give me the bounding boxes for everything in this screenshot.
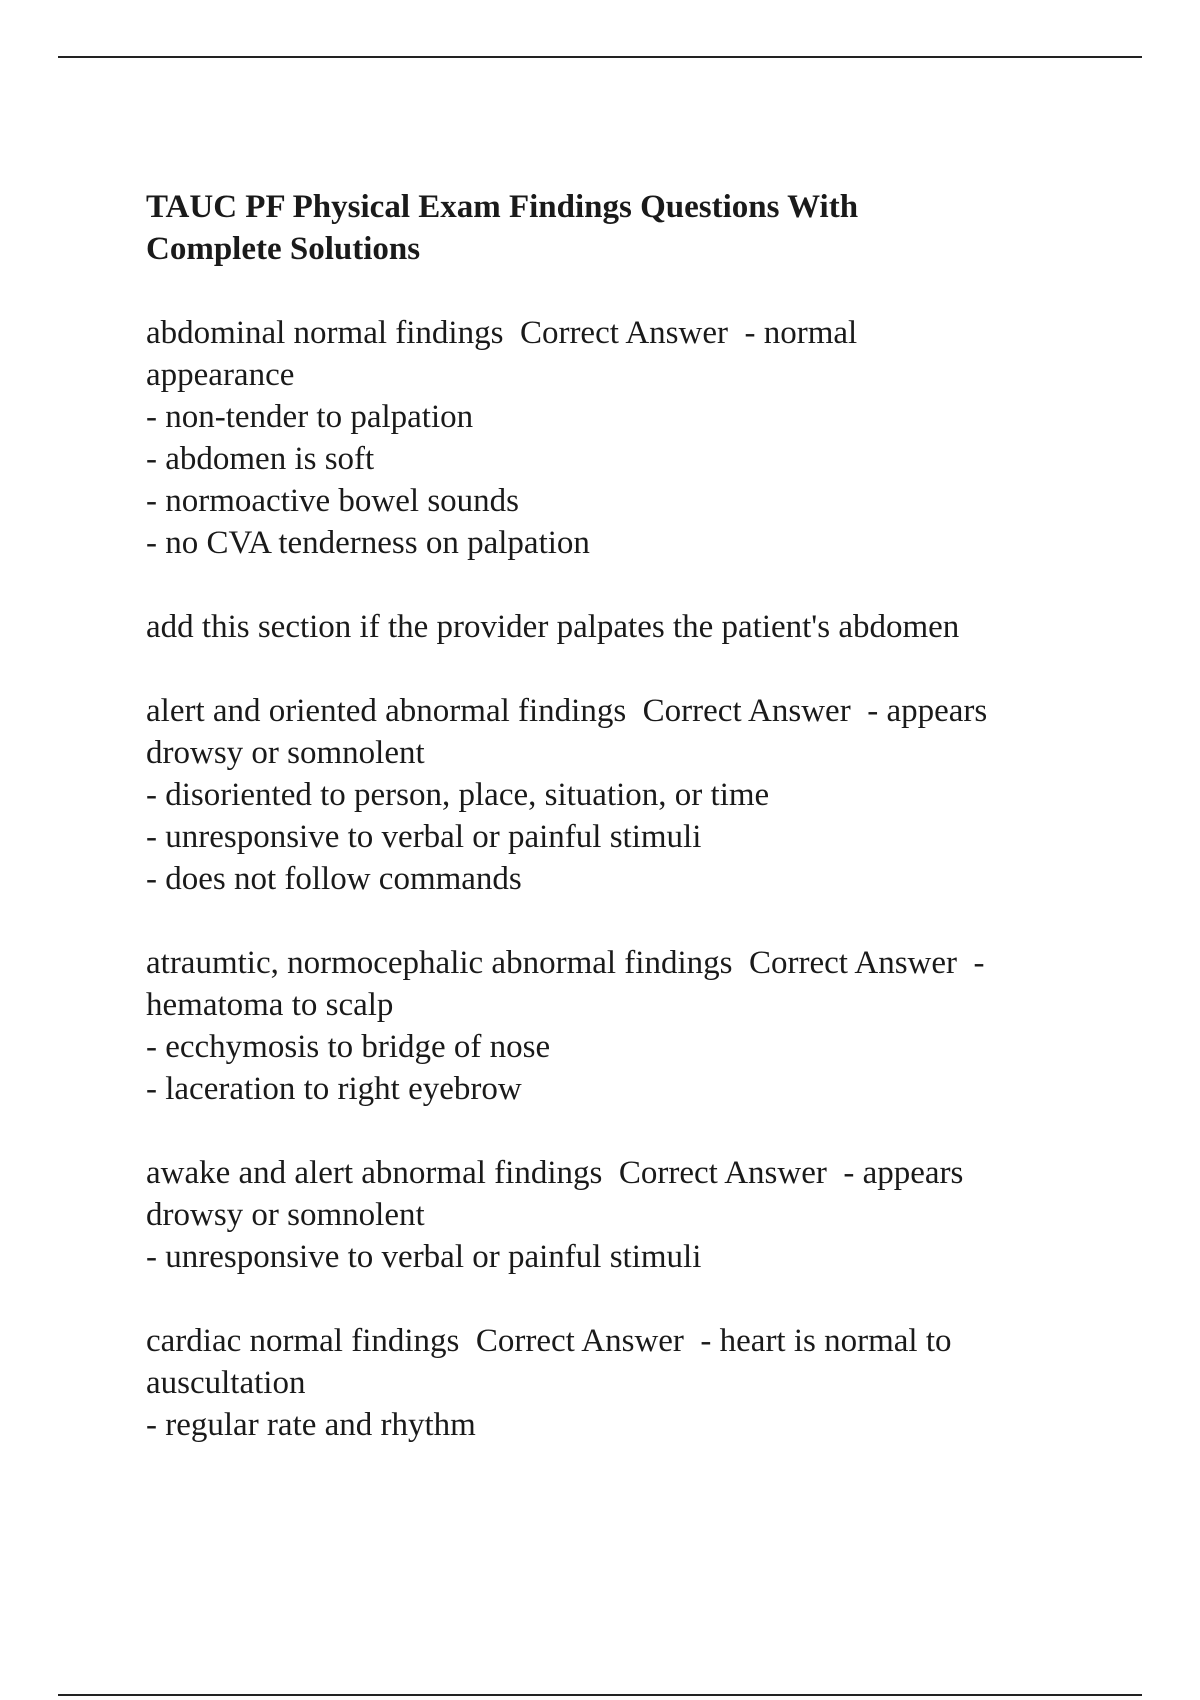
entry-atraumatic-abnormal — [146, 942, 1096, 1110]
entry-line: drowsy or somnolent — [146, 735, 425, 771]
entry-line: - normoactive bowel sounds — [146, 483, 520, 519]
entry-line: abdominal normal findings Correct Answer - normal — [146, 315, 858, 351]
entry-line: alert and oriented abnormal findings Correct Answer - appears — [146, 693, 988, 729]
entry-line: - ecchymosis to bridge of nose — [146, 1029, 551, 1065]
entry-line: add this section if the provider palpates the patient's abdomen — [146, 609, 960, 645]
bottom-rule — [58, 1694, 1142, 1696]
entry-line: - unresponsive to verbal or painful stimuli — [146, 819, 702, 855]
document-body — [146, 186, 1096, 1488]
entry-line: hematoma to scalp — [146, 987, 394, 1023]
document-title — [146, 186, 1096, 270]
entry-line: cardiac normal findings Correct Answer - heart is normal to — [146, 1323, 952, 1359]
entry-line: awake and alert abnormal findings Correct Answer - appears — [146, 1155, 964, 1191]
entry-abdominal-normal — [146, 312, 1096, 564]
entry-line: - disoriented to person, place, situation, or time — [146, 777, 770, 813]
entry-line: drowsy or somnolent — [146, 1197, 425, 1233]
entry-line: - no CVA tenderness on palpation — [146, 525, 590, 561]
entry-line: - abdomen is soft — [146, 441, 375, 477]
entry-awake-alert-abnormal — [146, 1152, 1096, 1278]
title-line-2: Complete Solutions — [146, 231, 421, 267]
entry-cardiac-normal — [146, 1320, 1096, 1446]
entry-line: auscultation — [146, 1365, 306, 1401]
entry-line: atraumtic, normocephalic abnormal findings Correct Answer - — [146, 945, 985, 981]
entry-line: - does not follow commands — [146, 861, 522, 897]
title-line-1: TAUC PF Physical Exam Findings Questions With — [146, 189, 859, 225]
entry-note-abdomen — [146, 606, 1096, 648]
entry-alert-oriented-abnormal — [146, 690, 1096, 900]
entry-line: - laceration to right eyebrow — [146, 1071, 522, 1107]
entry-line: - unresponsive to verbal or painful stimuli — [146, 1239, 702, 1275]
entry-line: - regular rate and rhythm — [146, 1407, 476, 1443]
top-rule — [58, 56, 1142, 58]
entry-line: - non-tender to palpation — [146, 399, 474, 435]
entry-line: appearance — [146, 357, 295, 393]
